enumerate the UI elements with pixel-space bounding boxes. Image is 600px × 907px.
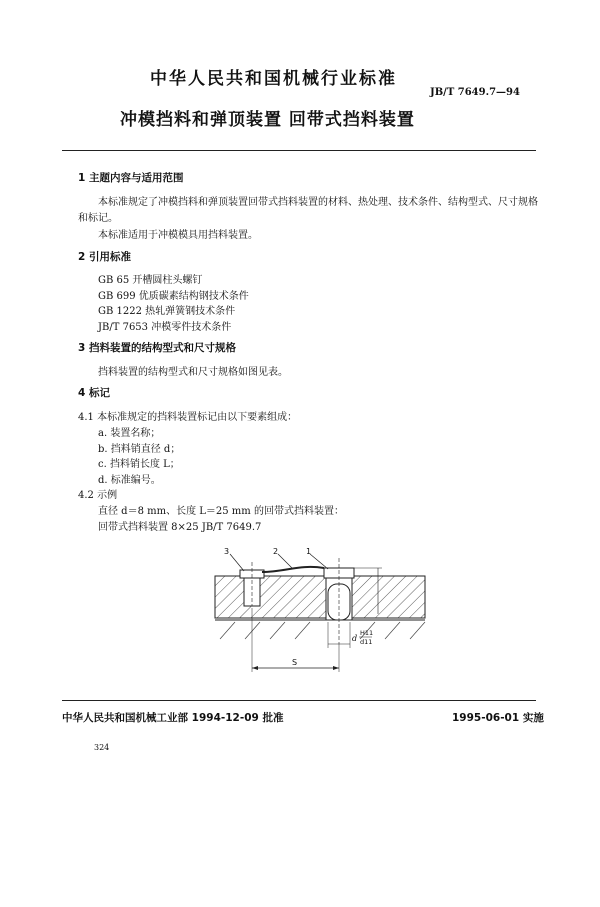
page-number: 324 xyxy=(94,743,110,752)
callout-1: 1 xyxy=(306,547,312,556)
section-4-heading: 4 标记 xyxy=(78,387,110,399)
stopper-device-figure xyxy=(200,544,440,679)
spring-strip xyxy=(262,567,324,572)
section-2-heading: 2 引用标准 xyxy=(78,251,131,263)
header-rule xyxy=(62,150,536,151)
approval-info: 中华人民共和国机械工业部 1994-12-09 批准 xyxy=(62,712,284,724)
section-1-para-1-line-1: 本标准规定了冲模挡料和弹顶装置回带式挡料装置的材料、热处理、技术条件、结构型式、尺寸规格 xyxy=(98,197,538,208)
marking-element: d. 标准编号。 xyxy=(98,475,161,486)
marking-element: b. 挡料销直径 d； xyxy=(98,444,181,455)
section-4-2: 4.2 示例 xyxy=(78,490,118,501)
example-marking: 回带式挡料装置 8×25 JB/T 7649.7 xyxy=(98,522,262,533)
implementation-date: 1995-06-01 实施 xyxy=(452,712,544,724)
section-1-para-2: 本标准适用于冲模模具用挡料装置。 xyxy=(98,230,258,241)
marking-element: c. 挡料销长度 L； xyxy=(98,459,180,470)
issuing-organization: 中华人民共和国机械行业标准 xyxy=(150,69,397,89)
document-title: 冲模挡料和弹顶装置 回带式挡料装置 xyxy=(120,110,415,130)
section-3-para: 挡料装置的结构型式和尺寸规格如图见表。 xyxy=(98,367,288,378)
section-4-1: 4.1 本标准规定的挡料装置标记由以下要素组成： xyxy=(78,412,298,423)
section-1-heading: 1 主题内容与适用范围 xyxy=(78,172,184,184)
reference-item: JB/T 7653 冲模零件技术条件 xyxy=(98,322,232,333)
callout-3: 3 xyxy=(224,547,230,556)
tolerance-d11: d11 xyxy=(360,638,373,646)
section-3-heading: 3 挡料装置的结构型式和尺寸规格 xyxy=(78,342,236,354)
reference-item: GB 1222 热轧弹簧钢技术条件 xyxy=(98,306,236,317)
reference-item: GB 65 开槽圆柱头螺钉 xyxy=(98,275,203,286)
dimension-s-label: S xyxy=(292,658,298,667)
standard-number: JB/T 7649.7—94 xyxy=(430,87,520,98)
reference-item: GB 699 优质碳素结构钢技术条件 xyxy=(98,291,249,302)
tolerance-h11: H11 xyxy=(360,629,374,637)
callout-2: 2 xyxy=(273,547,279,556)
example-description: 直径 d＝8 mm、长度 L＝25 mm 的回带式挡料装置： xyxy=(98,506,344,517)
section-1-para-1-line-2: 和标记。 xyxy=(78,213,118,224)
die-hatching xyxy=(220,622,425,639)
dimension-d-label: d xyxy=(352,634,358,643)
marking-element: a. 装置名称； xyxy=(98,428,161,439)
footer-rule xyxy=(62,700,536,701)
